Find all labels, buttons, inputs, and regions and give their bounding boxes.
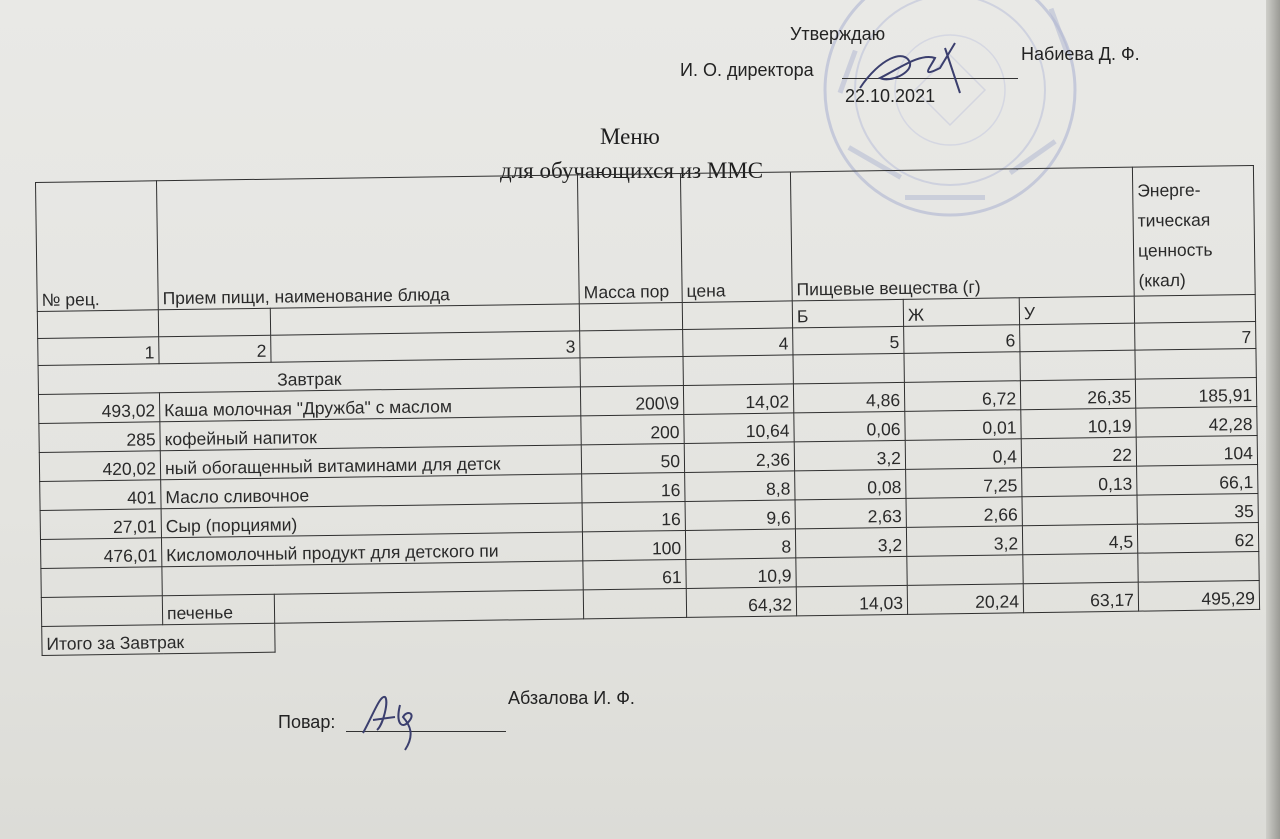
cell-kcal: 104	[1136, 435, 1257, 466]
cell-name: кофейный напиток	[160, 416, 581, 451]
menu-table	[35, 165, 1261, 656]
cell-carbs: 10,19	[1021, 408, 1136, 439]
total-protein: 14,03	[796, 585, 907, 616]
cell-mass: 16	[582, 472, 685, 502]
approval-date: 22.10.2021	[845, 86, 936, 106]
cell-fat: 3,2	[906, 526, 1022, 557]
cell-kcal	[1138, 551, 1259, 582]
cell-fat: 6,72	[904, 381, 1020, 412]
cell-fat: 2,66	[906, 497, 1022, 528]
col-number: 1	[38, 337, 159, 366]
total-fat: 20,24	[907, 584, 1023, 615]
cell-price: 9,6	[685, 500, 795, 531]
cell-fat: 0,01	[905, 410, 1021, 441]
cell-price: 2,36	[684, 442, 794, 473]
cell-name: Сыр (порциями)	[161, 503, 582, 538]
cell-carbs	[1023, 553, 1138, 584]
cell-carbs: 4,5	[1022, 524, 1137, 555]
header-energy: Энерге- тическая ценность (ккал)	[1132, 165, 1255, 296]
cell-carbs: 26,35	[1020, 379, 1135, 410]
menu-document	[35, 165, 1260, 687]
cell-mass: 61	[583, 559, 686, 589]
cell-protein: 0,06	[794, 411, 905, 442]
page-title: Меню	[600, 124, 660, 149]
extra-item: печенье	[162, 594, 274, 625]
cell-rec: 493,02	[38, 393, 159, 424]
cell-carbs	[1022, 495, 1137, 526]
col-number: 4	[683, 328, 793, 357]
cell-mass: 100	[582, 530, 685, 560]
cell-name: ный обогащенный витаминами для детск	[160, 445, 581, 480]
header-price: цена	[680, 172, 792, 303]
cell-protein: 0,08	[795, 469, 906, 500]
cell-kcal: 62	[1137, 522, 1258, 553]
cell-price: 10,64	[684, 413, 794, 444]
cell-protein	[796, 556, 907, 587]
total-price: 64,32	[686, 587, 796, 618]
total-carbs: 63,17	[1023, 582, 1138, 613]
cell-kcal: 42,28	[1136, 406, 1257, 437]
header-meal-name: Прием пищи, наименование блюда	[156, 175, 579, 310]
cell-price: 8	[685, 529, 795, 560]
col-number: 2	[159, 335, 271, 364]
header-carbs: У	[1019, 296, 1134, 325]
cook-signature-image	[355, 685, 435, 755]
cell-carbs: 22	[1021, 437, 1136, 468]
cell-mass: 200\9	[580, 385, 683, 415]
cell-rec: 285	[39, 422, 160, 453]
col-number: 6	[904, 325, 1020, 354]
cell-price: 8,8	[685, 471, 795, 502]
cell-name: Кисломолочный продукт для детского пи	[161, 532, 582, 567]
cook-name: Абзалова И. Ф.	[508, 688, 635, 708]
cell-carbs: 0,13	[1022, 466, 1137, 497]
cell-kcal: 66,1	[1137, 464, 1258, 495]
total-label: Итого за Завтрак	[42, 623, 275, 655]
cell-rec	[41, 567, 162, 598]
cell-protein: 3,2	[795, 527, 906, 558]
header-rec-no: № рец.	[36, 181, 159, 312]
header-row	[36, 165, 1256, 311]
cell-protein: 2,63	[795, 498, 906, 529]
cell-protein: 4,86	[793, 382, 904, 413]
photo-edge	[1266, 0, 1280, 839]
col-number: 5	[793, 326, 904, 355]
total-kcal: 495,29	[1138, 580, 1259, 611]
header-nutrients: Пищевые вещества (г)	[790, 167, 1134, 301]
cell-rec: 476,01	[40, 538, 161, 569]
approve-word: Утверждаю	[790, 24, 886, 44]
col-number: 7	[1135, 321, 1256, 350]
cell-rec: 401	[40, 480, 161, 511]
director-name: Набиева Д. Ф.	[1021, 44, 1140, 64]
director-position: И. О. директора	[680, 60, 814, 80]
cell-mass: 200	[581, 414, 684, 444]
cell-price: 10,9	[686, 558, 796, 589]
section-label: Завтрак	[38, 358, 580, 395]
cell-fat	[907, 555, 1023, 586]
header-portion: Масса пор	[577, 173, 682, 303]
header-fat: Ж	[903, 298, 1019, 327]
header-protein: Б	[792, 299, 903, 328]
cell-name: Масло сливочное	[161, 474, 582, 509]
cell-price: 14,02	[683, 384, 793, 415]
col-number: 3	[271, 331, 580, 362]
cell-kcal: 35	[1137, 493, 1258, 524]
cook-label: Повар:	[278, 712, 336, 732]
cell-name: Каша молочная "Дружба" с маслом	[159, 387, 580, 422]
cell-protein: 3,2	[794, 440, 905, 471]
cell-fat: 7,25	[906, 468, 1022, 499]
cell-mass: 16	[582, 501, 685, 531]
cell-mass: 50	[581, 443, 684, 473]
cell-rec: 420,02	[39, 451, 160, 482]
page-subtitle: для обучающихся из ММС	[500, 158, 764, 183]
cell-kcal: 185,91	[1135, 377, 1256, 408]
cell-fat: 0,4	[905, 439, 1021, 470]
cell-rec: 27,01	[40, 509, 161, 540]
